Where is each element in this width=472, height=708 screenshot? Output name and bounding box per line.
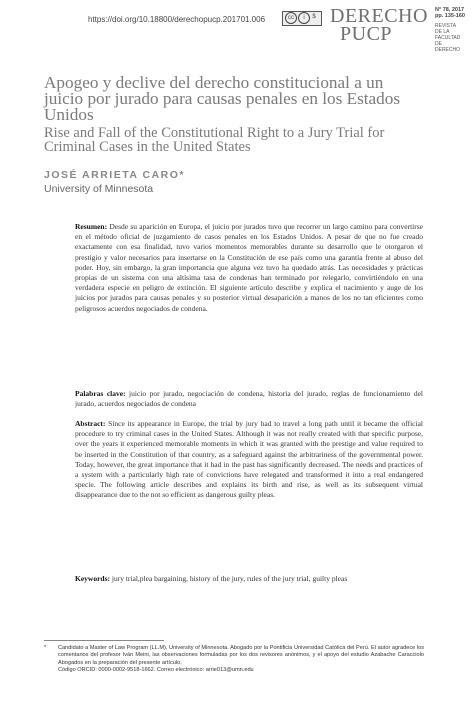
keywords-spanish-text: juicio por jurado, negociación de condena, historia del jurado, reglas de funcionamiento del jurado, acuerdos negociados de condena <box>75 389 423 409</box>
abstract-english <box>75 419 423 501</box>
issue-info <box>435 7 467 53</box>
abstract-spanish <box>75 222 423 314</box>
page-range: pp. 135-160 <box>435 13 465 19</box>
author-affiliation: University of Minnesota <box>44 183 154 195</box>
footnote <box>44 645 424 674</box>
keywords-spanish-label: Palabras clave: <box>75 389 126 398</box>
cc-icon: cc <box>285 12 297 24</box>
keywords-spanish <box>75 389 423 409</box>
keywords-english <box>75 574 423 584</box>
journal-name-line1: DERECHO <box>330 5 428 27</box>
keywords-english-label: Keywords: <box>75 574 110 583</box>
abstract-spanish-label: Resumen: <box>75 222 108 231</box>
abstract-spanish-text: Desde su aparición en Europa, el juicio por jurados tuvo que recorrer un largo camino para convertirse en el método oficial de juzgamiento de casos penales en los Estados Unidos. A pesar de que no fue creado exactamente con esa finalidad, tuvo varios momentos memorables durante su desarrollo que le otorgaron el prestigio y valor necesarios para insertarse en la Constitución de ese país como una garantía frente al abuso del poder. Hoy, sin embargo, la gran importancia que alguna vez tuvo ha quedado atrás. Las necesidades y prácticas propias de un sistema con una altísima tasa de condenas han terminado por relegarlo, convirtiéndolo en una verdadera especie en peligro de extinción. El siguiente artículo describe y explica el nacimiento y auge de los juicios por jurados para causas penales y su posterior virtual desaparición a manos de los no tan eficientes como peligrosos acuerdos negociados de condena. <box>75 222 423 313</box>
doi-link[interactable]: https://doi.org/10.18800/derechopucp.201701.006 <box>88 15 266 24</box>
keywords-english-text: jury trial,plea bargaining, history of the jury, rules of the jury trial, guilty pleas <box>110 574 348 583</box>
journal-subtitle-2: DE LA FACULTAD <box>435 29 461 41</box>
issue-number: N° 78, 2017 <box>435 7 465 13</box>
journal-name-line2: PUCP <box>340 23 393 45</box>
article-title-spanish: Apogeo y declive del derecho constitucional a un juicio por jurado para causas penales en los Estados Unidos <box>44 73 401 124</box>
author-name: JOSÉ ARRIETA CARO* <box>44 169 185 181</box>
noncommercial-icon: $ <box>312 14 316 20</box>
journal-subtitle-3: DE DERECHO <box>435 41 461 53</box>
footnote-mark: * <box>44 645 47 651</box>
footnote-divider <box>44 640 164 641</box>
journal-subtitle-1: REVISTA <box>435 23 457 29</box>
attribution-icon: i <box>298 12 310 24</box>
footnote-orcid: Código ORCID: 0000-0002-9518-1662. Correo electrónico: arrie013@umn.edu <box>58 666 254 673</box>
footnote-text: Candidato a Master of Law Program (LL.M), University of Minnesota. Abogado por la Pontificia Universidad Católica del Perú. El autor agradece los comentarios del profesor Iván Meini, las observaciones formuladas por los dos revisores anónimos, y el apoyo del estudio Azabache Caracciolo Abogados en la preparación del presente artículo. <box>58 645 424 666</box>
abstract-english-text: Since its appearance in Europe, the trial by jury had to travel a long path until it became the official procedure to try criminal cases in the United States. Although it was not really created with that specific purpose, over the years it experienced memorable moments in which it was granted with the prestige and value required to be inserted in the Constitution of that country, as a safeguard against the arbitrariness of the governmental power. Today, however, the great importance that it had in the past has significantly decreased. The needs and practices of a system with a particularly high rate of convictions have relegated and transformed it into a real endangered specie. The following article describes and explains its birth and rise, as well as its subsequent virtual disappearance due to the not so efficient as dangerous guilty pleas. <box>75 419 423 500</box>
article-title-english: Rise and Fall of the Constitutional Right to a Jury Trial for Criminal Cases in the United States <box>44 125 385 155</box>
abstract-english-label: Abstract: <box>75 419 106 428</box>
journal-logo <box>330 7 430 43</box>
